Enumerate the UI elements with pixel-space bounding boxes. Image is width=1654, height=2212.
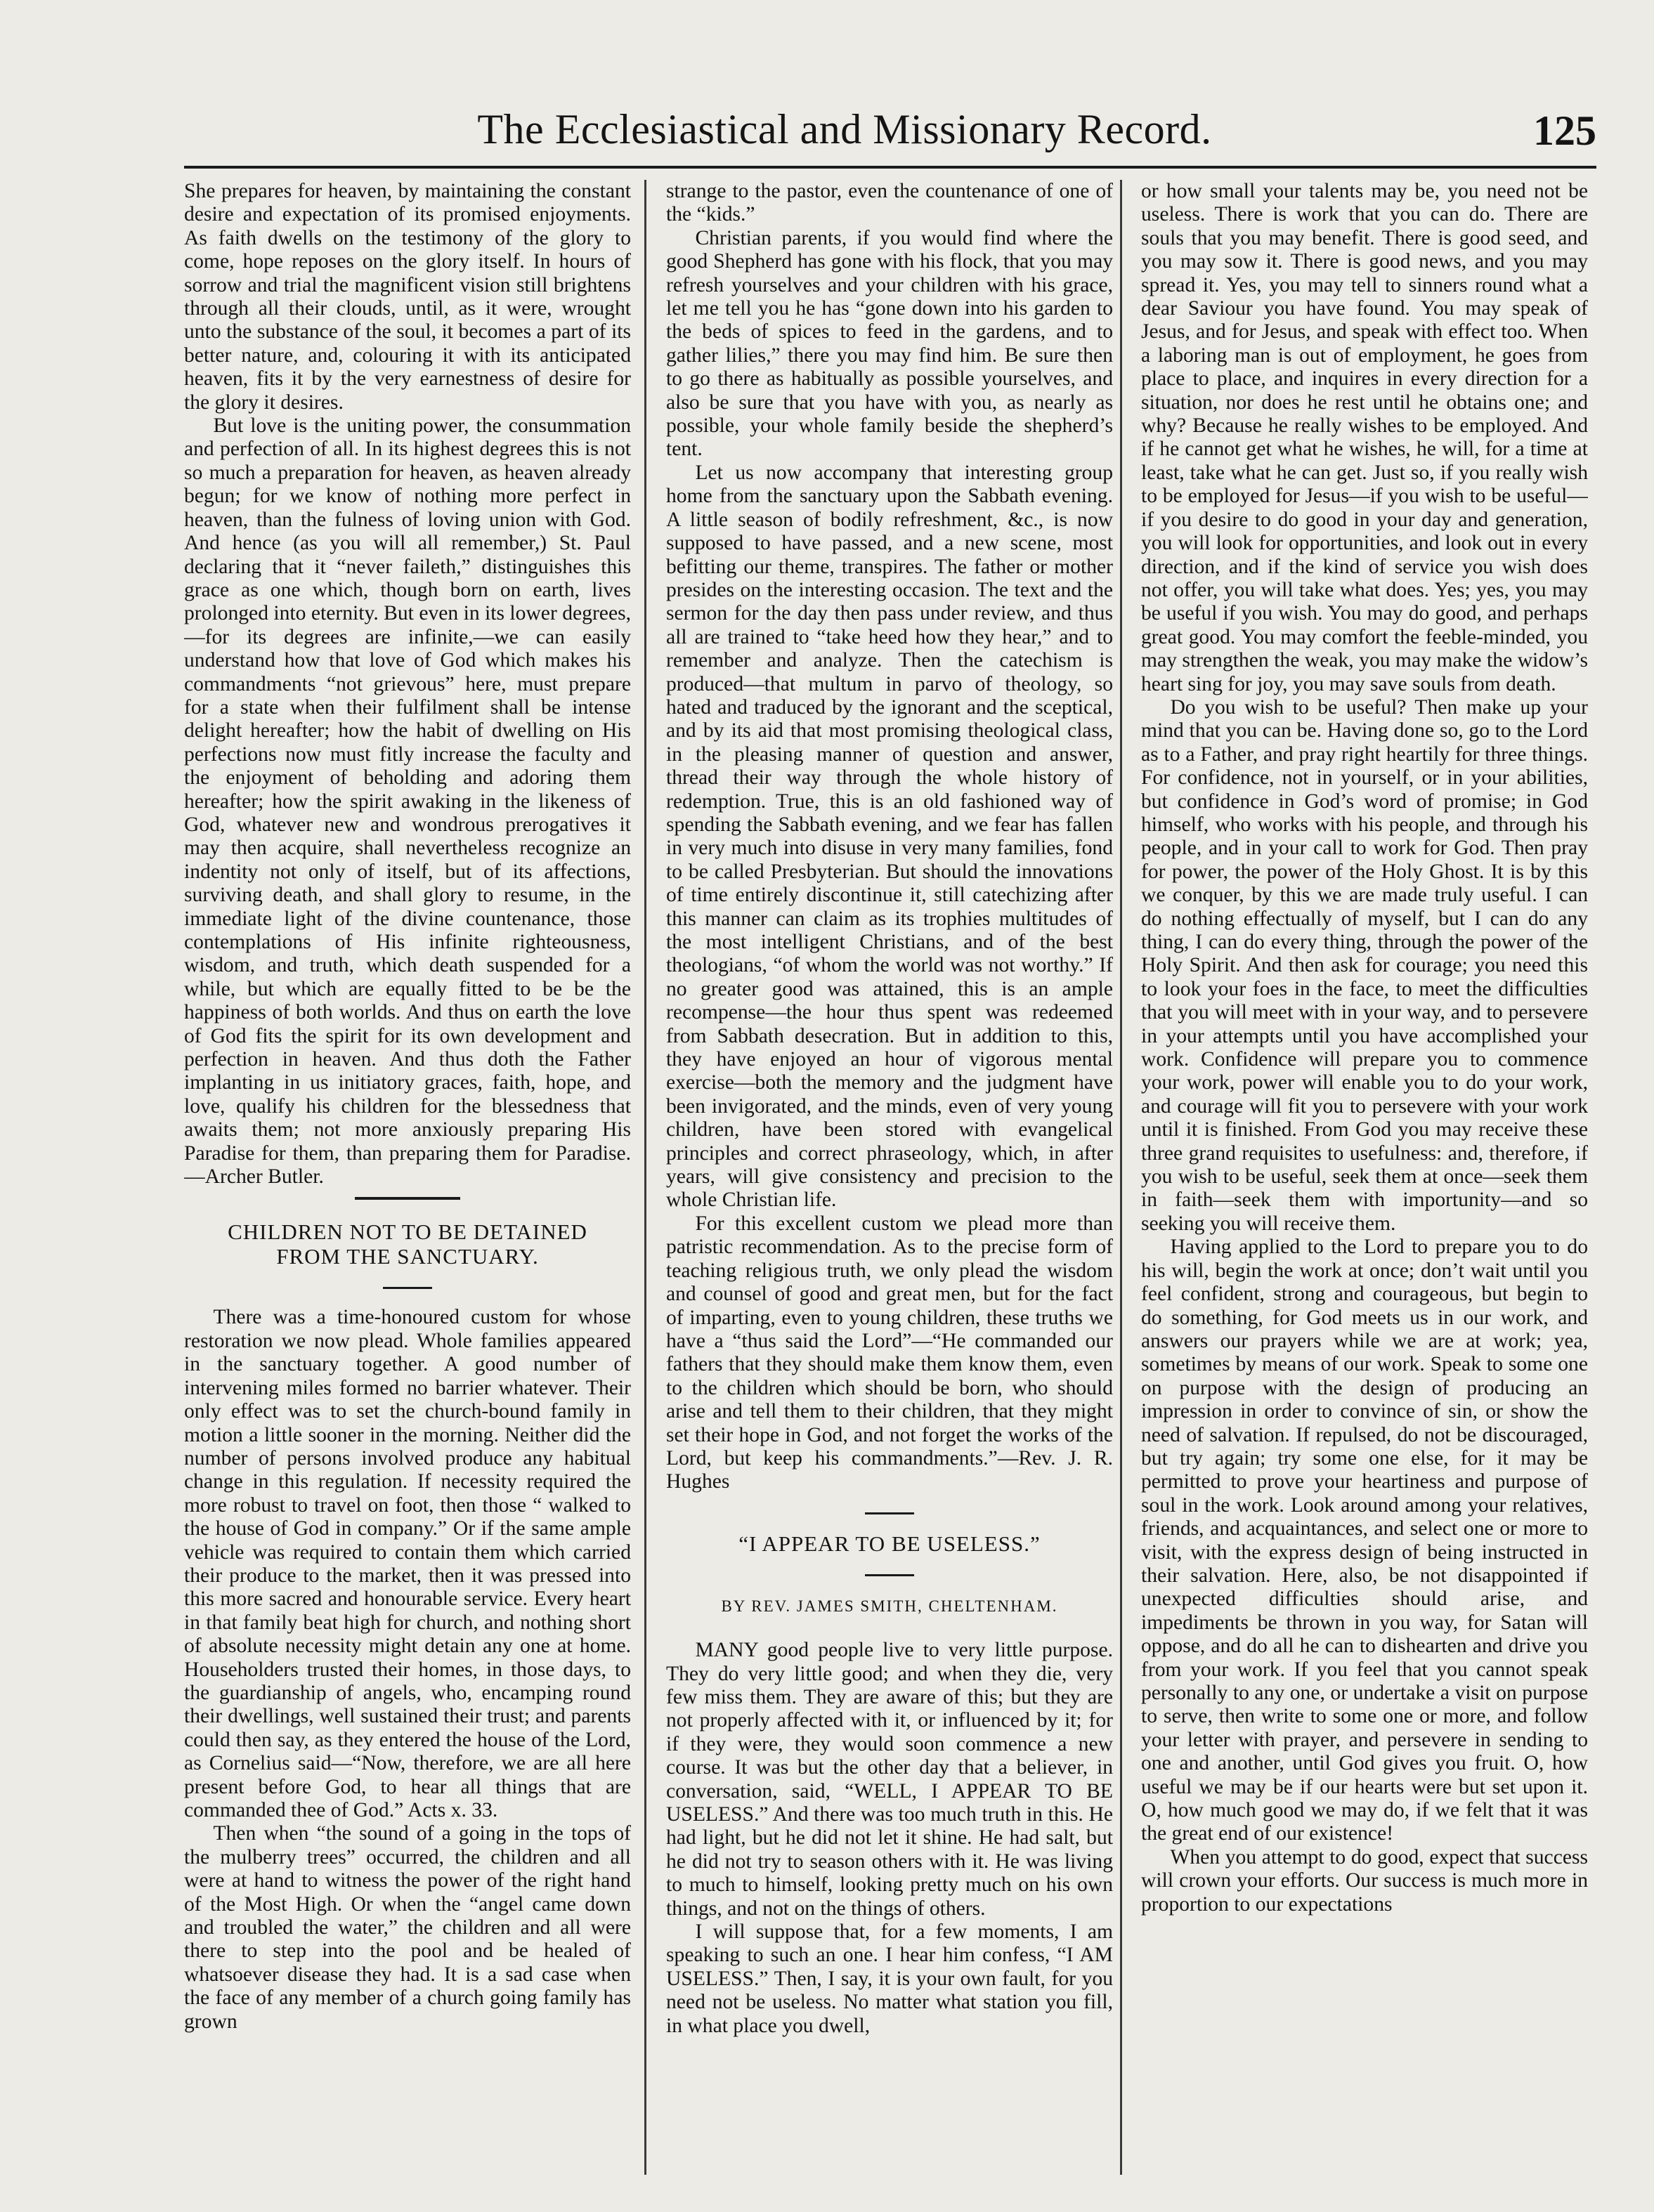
paragraph: MANY good people live to very little purpose. They do very little good; and when they die, very few miss them. They are aware of this; but they are not properly affected with it, or influenced by it; for if they were, they would soon commence a new course. It was but the other day that a believer, in conversation, said, “WELL, I APPEAR TO BE USELESS.” And there was too much truth in this. He had light, but he did not let it shine. He had salt, but he did not try to season others with it. He was living to much to himself, looking pretty much on his own things, and not on the things of others. xyxy=(666,1639,1113,1920)
paragraph: I will suppose that, for a few moments, I am speaking to such an one. I hear him confess, “I AM USELESS.” Then, I say, it is your own fault, for you need not be useless. No matter what station you fill, in what place you dwell, xyxy=(666,1920,1113,2037)
paragraph: Then when “the sound of a going in the tops of the mulberry trees” occurred, the children and all were at hand to witness the power of the right hand of the Most High. Or when the “angel came down and troubled the water,” the children and all were there to step into the pool and be healed of whatsoever disease they had. It is a sad case when the face of any member of a church going family has grown xyxy=(184,1822,631,2033)
paragraph: But love is the uniting power, the consummation and perfection of all. In its highest degrees this is not so much a preparation for heaven, as heaven already begun; for we know of nothing more perfect in heaven, than the fulness of loving union with God. And hence (as you will all remember,) St. Paul declaring that it “never faileth,” distinguishes this grace as one which, though born on earth, lives prolonged into eternity. But even in its lower degrees,—for its degrees are infinite,—we can easily understand how that love of God which makes his commandments “not grievous” here, must prepare for a state when their fulfilment shall be intense delight hereafter; how the habit of dwelling on His perfections now must fitly increase the faculty and the enjoyment of beholding and adoring them hereafter; how the spirit awaking in the likeness of God, whatever new and wondrous prerogatives it may then acquire, shall nevertheless recognize an indentity not only of itself, but of its affections, surviving death, and shall glory to resume, in the immediate light of the divine countenance, those contemplations of His infinite righteousness, wisdom, and truth, which death suspended for a while, but which are equally fitted to be be the happiness of both worlds. And thus on earth the love of God fits the spirit for its own development and perfection in heaven. And thus doth the Father implanting in us initiatory graces, faith, hope, and love, qualify his children for the blessedness that awaits them; not more anxiously preparing His Paradise for them, than preparing them for Paradise.—Archer Butler. xyxy=(184,414,631,1189)
paragraph: Having applied to the Lord to prepare you to do his will, begin the work at once; don’t wait until you feel confident, strong and courageous, but begin to do something, for God meets us in our work, and answers our prayers while we are at work; yea, sometimes by means of our work. Speak to some one on purpose with the design of producing an impression in order to convince of sin, or show the need of salvation. If repulsed, do not be discouraged, but try again; try some one else, for it may be permitted to prove your heartiness and purpose of soul in the work. Look around among your relatives, friends, and acquaintances, and select one or more to visit, with the express design of being instructed in their salvation. Here, also, be not disappointed if unexpected difficulties should arise, and impediments be thrown in you way, for Satan will oppose, and do all he can to dishearten and drive you from your work. If you feel that you cannot speak personally to any one, or undertake a visit on purpose to serve, then write to some one or more, and follow your letter with prayer, and persevere in sending to one and another, until God gives you fruit. O, how useful we may be if our hearts were but set upon it. O, how much good we may do, if we felt that it was the great end of our existence! xyxy=(1141,1236,1588,1845)
section-title-useless: “I APPEAR TO BE USELESS.” xyxy=(738,1531,1041,1556)
column-1 xyxy=(184,180,631,2175)
paragraph: or how small your talents may be, you need not be useless. There is work that you can do. There are souls that you may benefit. There is good seed, and you may sow it. There is good news, and you may spread it. Yes, you may tell to sinners round what a dear Saviour you have found. You may speak of Jesus, and for Jesus, and speak with effect too. When a laboring man is out of employment, he goes from place to place, and inquires in every direction for a situation, nor does he rest until he obtains one; and why? Because he really wishes to be employed. And if he cannot get what he wishes, he will, for a time at least, take what he can get. Just so, if you really wish to be employed for Jesus—if you wish to be useful—if you desire to do good in your day and generation, you will look for opportunities, and look out in every direction, and if the kind of service you wish does not offer, you will take what does. Yes; yes, you may be useful if you wish. You may do good, and perhaps great good. You may comfort the feeble-minded, you may strengthen the weak, you may make the widow’s heart sing for joy, you may save souls from death. xyxy=(1141,180,1588,695)
running-title: The Ecclesiastical and Missionary Record. xyxy=(477,106,1212,152)
paragraph: Let us now accompany that interesting group home from the sanctuary upon the Sabbath evening. A little season of bodily refreshment, &c., is now supposed to have passed, and a new scene, most befitting our theme, transpires. The father or mother presides on the interesting occasion. The text and the sermon for the day then pass under review, and thus all are trained to “take heed how they hear,” and to remember and analyze. Then the catechism is produced—that multum in parvo of theology, so hated and traduced by the ignorant and the sceptical, and by its aid that most promising theological class, in the pleasing manner of question and answer, thread their way through the whole history of redemption. True, this is an old fashioned way of spending the Sabbath evening, and we fear has fallen in very much into disuse in very many families, fond to be called Presbyterian. But should the innovations of time entirely discontinue it, still catechizing after this manner can claim as its trophies multitudes of the most intelligent Christians, and of the best theologians, “of whom the world was not worthy.” If no greater good was attained, this is an ample recompense—the hour thus spent was redeemed from Sabbath desecration. But in addition to this, they have enjoyed an hour of vigorous mental exercise—both the memory and the judgment have been invigorated, and the minds, even of very young children, have been stored with evangelical principles and correct phraseology, which, in after years, will give consistency and precision to the whole Christian life. xyxy=(666,461,1113,1212)
paragraph: She prepares for heaven, by maintaining the constant desire and expectation of its promised enjoyments. As faith dwells on the testimony of the glory to come, hope reposes on the glory itself. In hours of sorrow and trial the magnificent vision still brightens through all their clouds, until, as it were, wrought unto the substance of the soul, it becomes a part of its better nature, and, colouring it with its anticipated heaven, fits it by the very earnestness of desire for the glory it desires. xyxy=(184,180,631,414)
paragraph: When you attempt to do good, expect that success will crown your efforts. Our success is much more in proportion to our expectations xyxy=(1141,1845,1588,1916)
column-2 xyxy=(666,180,1113,2175)
paragraph: There was a time-honoured custom for whose restoration we now plead. Whole families appeared in the sanctuary together. A good number of intervening miles formed no barrier whatever. Their only effect was to set the church-bound family in motion a little sooner in the morning. Neither did the number of persons involved produce any habitual change in this regulation. If necessity required the more robust to travel on foot, then those “ walked to the house of God in company.” Or if the same ample vehicle was required to contain them which carried their produce to the market, then it was pressed into this more sacred and honourable service. Every heart in that family beat high for church, and nothing short of absolute necessity might detain any one at home. Householders trusted their homes, in those days, to the guardianship of angels, who, encamping round their dwellings, well sustained their trust; and parents could then say, as they entered the house of the Lord, as Cornelius said—“Now, therefore, we are all here present before God, to hear all things that are commanded thee of God.” Acts x. 33. xyxy=(184,1306,631,1821)
byline: BY REV. JAMES SMITH, CHELTENHAM. xyxy=(721,1597,1058,1615)
header-rule xyxy=(184,166,1596,169)
paragraph: For this excellent custom we plead more than patristic recommendation. As to the precise form of teaching religious truth, we only plead the wisdom and counsel of good and great men, but for the fact of imparting, even to young children, these truths we have a “thus said the Lord”—“He commanded our fathers that they should make them know them, even to the children which should be born, who should arise and tell them to their children, that they might set their hope in God, and not forget the works of the Lord, but keep his commandments.”—Rev. J. R. Hughes xyxy=(666,1212,1113,1493)
title-rule xyxy=(865,1574,914,1576)
paragraph: strange to the pastor, even the countenance of one of the “kids.” xyxy=(666,180,1113,226)
column-divider-2 xyxy=(1120,180,1122,2175)
section-separator xyxy=(355,1197,460,1200)
column-divider-1 xyxy=(644,180,646,2175)
paragraph: Do you wish to be useful? Then make up your mind that you can be. Having done so, go to the Lord as to a Father, and pray right heartily for three things. For confidence, not in yourself, or in your abilities, but confidence in God’s word of promise; in God himself, who works with his people, and through his people, and in your call to work for God. Then pray for power, the power of the Holy Ghost. It is by this we conquer, by this we are made truly useful. I can do nothing effectually of myself, but I can do any thing, I can do every thing, through the power of the Holy Spirit. And then ask for courage; you need this to look your foes in the face, to meet the difficulties that you will meet with in your way, and to persevere in your attempts until you have accomplished your work. Confidence will prepare you to commence your work, power will enable you to do your work, and courage will fit you to persevere with your work until it is finished. From God you may receive these three grand requisites to usefulness: and, therefore, if you wish to be useful, seek them at once—seek them in faith—seek them with importunity—and so seeking you will receive them. xyxy=(1141,695,1588,1235)
column-3 xyxy=(1141,180,1588,2175)
page-number: 125 xyxy=(1533,107,1596,154)
section-title-line: FROM THE SANCTUARY. xyxy=(276,1244,539,1269)
section-title-line: CHILDREN NOT TO BE DETAINED xyxy=(228,1219,587,1245)
title-rule xyxy=(383,1287,432,1289)
page-header xyxy=(184,98,1596,166)
paragraph: Christian parents, if you would find where the good Shepherd has gone with his flock, that you may refresh yourselves and your children with his grace, let me tell you he has “gone down into his garden to the beds of spices to feed in the gardens, and to gather lilies,” there you may find him. Be sure then to go there as habitually as possible yourselves, and also be sure that you have with you, as nearly as possible, your whole family beside the shepherd’s tent. xyxy=(666,226,1113,461)
section-separator xyxy=(865,1512,914,1514)
section-title-children xyxy=(184,1219,631,1269)
